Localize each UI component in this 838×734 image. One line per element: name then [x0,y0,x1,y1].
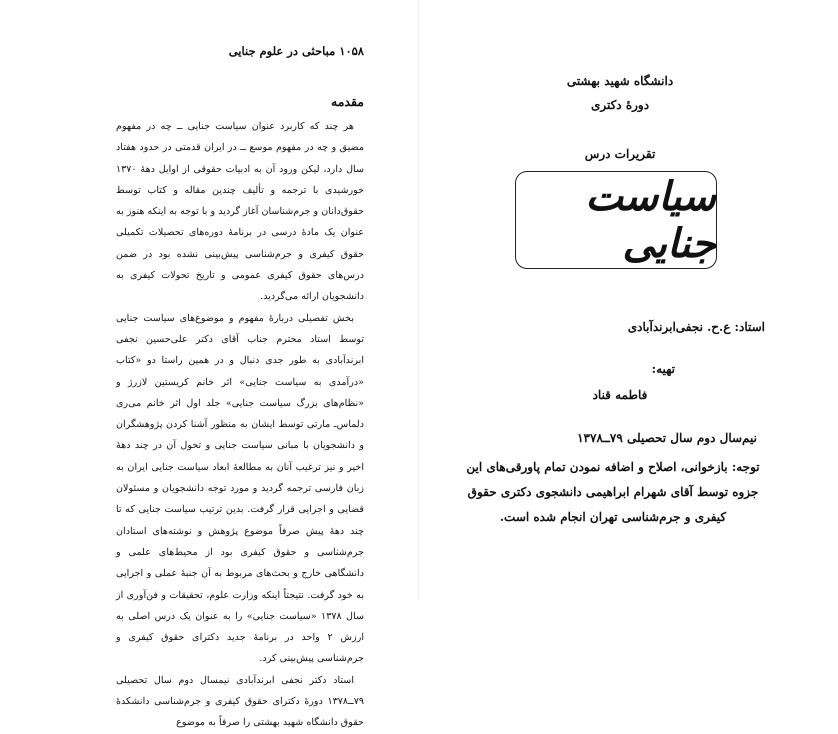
preparer-name: فاطمه قناد [592,388,648,402]
professor-name: استاد: ع.ح. نجفی‌ابرندآبادی [627,320,765,334]
page-gutter [418,0,419,600]
paragraph-3: استاد دکتر نجفی ابرندآبادی نیمسال دوم سال تحصیلی ۷۹ــ۱۳۷۸ دورۀ دکترای حقوق کیفری و جرم‌شناسی دانشکدۀ حقوق دانشگاه شهید بهشتی را صرفاً به موضوع [116,674,364,729]
paragraph-1: هر چند که کاربرد عنوان سیاست جنایی ــ چه در مفهوم مضیق و چه در مفهوم موسع ــ در ایران قدمتی در حدود هفتاد سال دارد، لیکن ورود آن به ادبیات حقوقی از اوایل دهۀ ۱۳۷۰ خورشیدی با ترجمه و تألیف چندین مقاله و کتاب توسط حقوق‌دانان و جرم‌شناسان آغاز گردید و با توجه به اینکه هنوز به عنوان یک مادۀ درسی در برنامۀ دوره‌های تحصیلات تکمیلی حقوق کیفری و جرم‌شناسی پیش‌بینی نشده بود در ضمن درس‌های حقوق کیفری عمومی و تاریخ تحولات کیفری به دانشجویان ارائه می‌گردید. [116,121,364,303]
semester: نیم‌سال دوم سال تحصیلی ۷۹ــ۱۳۷۸ [577,431,757,445]
lecture-label: تقریرات درس [584,147,656,161]
body-text [116,94,364,734]
title-frame [515,171,717,269]
running-head: ۱۰۵۸ مباحثی در علوم جنایی [228,44,364,58]
course-title: سیاست جنایی [585,173,716,267]
course-level: دورۀ دکتری [590,98,650,112]
left-page [116,0,364,729]
note-text: توجه: بازخوانی، اصلاح و اضافه نمودن تمام پاورقی‌های این جزوه توسط آقای شهرام ابراهیمی دانشجوی دکتری حقوق کیفری و جرم‌شناسی تهران انجام شده است. [466,460,760,524]
section-title: مقدمه [331,94,364,109]
prepared-label: تهیه: [651,362,675,376]
paragraph-2: بخش تفصیلی دربارۀ مفهوم و موضوع‌های سیاست جنایی توسط استاد محترم جناب آقای دکتر علی‌حسین نجفی ابرندآبادی به طور جدی دنبال و در همین راستا دو «کتاب «درآمدی به سیاست جنایی» اثر خانم کریستین لازرژ و «نظام‌های بزرگ سیاست جنایی» جلد اول اثر خانم می‌ری دلماس‌ـ مارتی توسط ایشان به منظور آشنا کردن پژوهشگران و دانشجویان با مبانی سیاست جنایی و تحول آن در چند دهۀ اخیر و نیز ترغیب آنان به مطالعۀ ابعاد سیاست جنایی ایران به زبان فارسی ترجمه گردید و مورد توجه دانشجویان و مسئولان قضایی و اجرایی قرار گرفت. بدین ترتیب سیاست جنایی که تا چند دهۀ پیش صرفاً موضوع پژوهش و نوشته‌های استادان جرم‌شناسی و حقوق کیفری بود از محیط‌های علمی و دانشگاهی خارج و بحث‌های مربوط به آن جنبۀ عملی و اجرایی به خود گرفت. نتیجتاً اینکه وزارت علوم، تحقیقات و فن‌آوری از سال ۱۳۷۸ «سیاست جنایی» را به عنوان یک درس اصلی به ارزش ۲ واحد در برنامۀ جدید دکترای حقوق کیفری و جرم‌شناسی پیش‌بینی کرد. [116,312,364,665]
university-name: دانشگاه شهید بهشتی [566,74,674,88]
right-page [455,0,785,600]
